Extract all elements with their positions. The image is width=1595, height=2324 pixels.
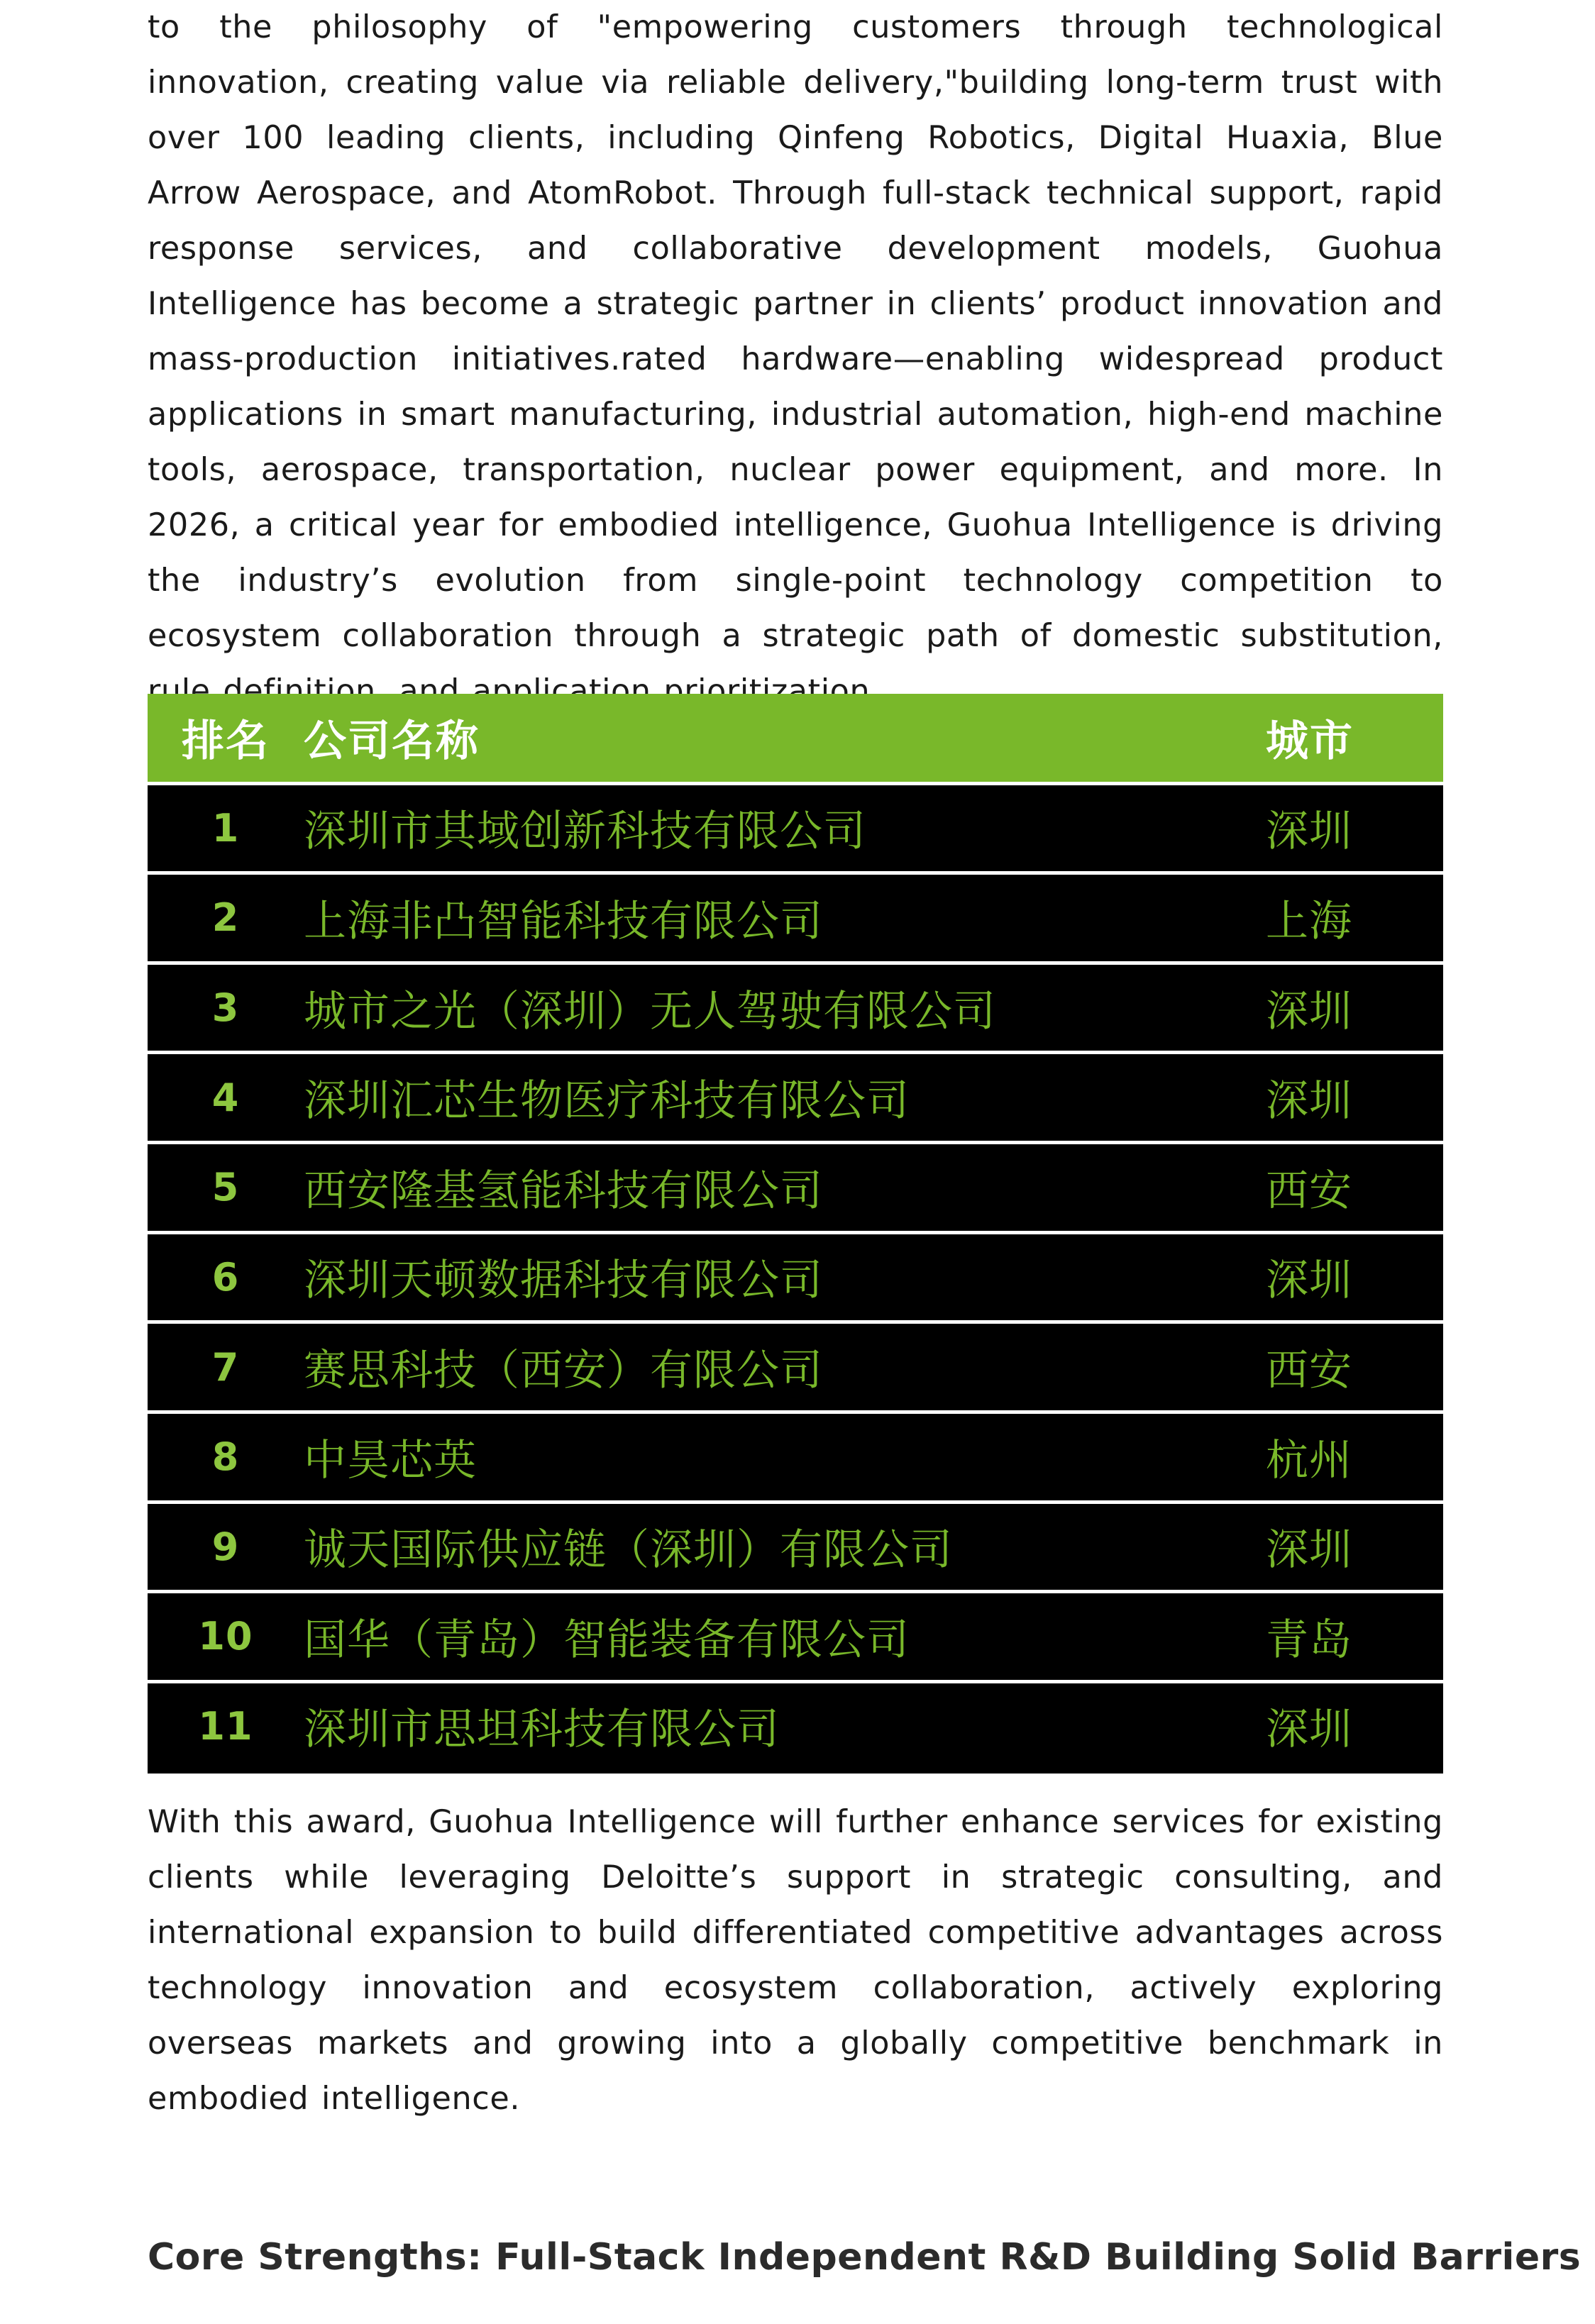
rank-cell: 4 — [211, 1075, 240, 1120]
table-row — [148, 1412, 1443, 1502]
rank-cell: 5 — [211, 1165, 240, 1210]
company-cell: 国华（青岛）智能装备有限公司 — [304, 1615, 910, 1665]
company-cell: 城市之光（深圳）无人驾驶有限公司 — [304, 986, 996, 1036]
city-cell: 深圳 — [1266, 1256, 1352, 1306]
header-city: 城市 — [1266, 716, 1354, 766]
rank-cell: 7 — [211, 1344, 240, 1390]
city-cell: 青岛 — [1266, 1615, 1352, 1665]
header-rank: 排名 — [182, 716, 270, 766]
table-row — [148, 783, 1443, 873]
city-cell: 深圳 — [1266, 986, 1352, 1036]
city-cell: 深圳 — [1266, 1525, 1352, 1576]
city-cell: 深圳 — [1266, 1076, 1352, 1127]
rank-cell: 8 — [211, 1434, 240, 1480]
city-cell: 上海 — [1266, 896, 1352, 946]
table-row — [148, 1322, 1443, 1412]
header-company: 公司名称 — [304, 716, 480, 766]
company-cell: 诚天国际供应链（深圳）有限公司 — [304, 1525, 953, 1576]
company-cell: 赛思科技（西安）有限公司 — [304, 1346, 823, 1396]
company-cell: 深圳天顿数据科技有限公司 — [304, 1256, 823, 1306]
company-cell: 西安隆基氢能科技有限公司 — [304, 1166, 823, 1216]
company-cell: 上海非凸智能科技有限公司 — [304, 896, 823, 946]
rank-cell: 10 — [198, 1614, 253, 1659]
rank-cell: 1 — [211, 805, 240, 851]
ranking-table-header — [148, 694, 1443, 783]
header-row — [148, 694, 1443, 783]
closing-paragraph: With this award, Guohua Intelligence will further enhance services for existing clients while leveraging Deloitte’s support in strategic consulting, and international expansion to build differentiated competitive advantages across technology innovation and ecosystem collaboration, actively exploring overseas markets and growing into a globally competitive benchmark in embodied intelligence. — [148, 1804, 1443, 2117]
intro-paragraph: to the philosophy of "empowering customers through technological innovation, creating value via reliable delivery,"building long-term trust with over 100 leading clients, including Qinfeng Robotics, Digital Huaxia, Blue Arrow Aerospace, and AtomRobot. Through full-stack technical support, rapid response services, and collaborative development models, Guohua Intelligence has become a strategic partner in clients’ product innovation and mass-production initiatives.rated hardware—enabling widespread product applications in smart manufacturing, industrial automation, high-end machine tools, aerospace, transportation, nuclear power equipment, and more. In 2026, a critical year for embodied intelligence, Guohua Intelligence is driving the industry’s evolution from single-point technology competition to ecosystem collaboration through a strategic path of domestic substitution, rule definition, and application prioritization. — [148, 9, 1443, 709]
section-heading: Core Strengths: Full-Stack Independent R&D Building Solid Barriers — [148, 2236, 1582, 2279]
ranking-table-body — [148, 783, 1443, 1771]
city-cell: 深圳 — [1266, 807, 1352, 857]
rank-cell: 6 — [211, 1254, 240, 1300]
city-cell: 杭州 — [1266, 1435, 1352, 1485]
company-cell: 深圳汇芯生物医疗科技有限公司 — [304, 1076, 910, 1127]
city-cell: 西安 — [1266, 1166, 1352, 1216]
company-cell: 深圳市其域创新科技有限公司 — [304, 807, 866, 857]
rank-cell: 11 — [198, 1703, 253, 1749]
table-row — [148, 963, 1443, 1053]
city-cell: 深圳 — [1266, 1705, 1352, 1755]
rank-cell: 9 — [211, 1524, 240, 1569]
table-row — [148, 1232, 1443, 1322]
rank-cell: 3 — [211, 985, 240, 1031]
company-cell: 深圳市思坦科技有限公司 — [304, 1705, 780, 1755]
table-row — [148, 1502, 1443, 1592]
table-row — [148, 1681, 1443, 1771]
ranking-table — [148, 694, 1443, 1774]
table-row — [148, 1053, 1443, 1143]
company-cell: 中昊芯英 — [304, 1435, 477, 1485]
rank-cell: 2 — [211, 895, 240, 941]
table-row — [148, 1592, 1443, 1682]
table-row — [148, 1143, 1443, 1233]
city-cell: 西安 — [1266, 1346, 1352, 1396]
table-row — [148, 873, 1443, 963]
